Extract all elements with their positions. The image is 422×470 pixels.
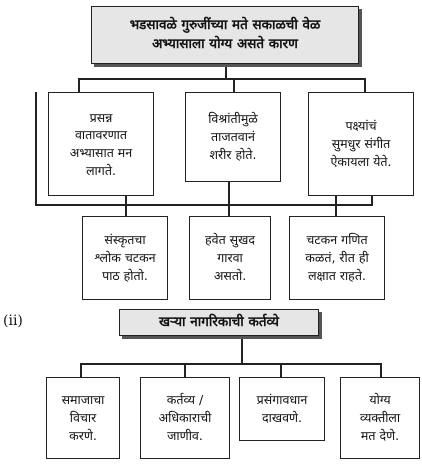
connector-line <box>35 204 373 206</box>
connector-line <box>80 363 82 377</box>
sub-question-marker: (ii) <box>3 313 23 329</box>
connector-line <box>335 196 337 216</box>
bottom-item-box <box>189 216 271 300</box>
diagram2-title <box>119 309 319 336</box>
connector-line <box>80 363 382 365</box>
duty-item-box <box>46 377 120 459</box>
bottom-item-text: हवेत सुखद गारवा असतो. <box>205 232 255 283</box>
connector-line <box>78 78 80 92</box>
connector-line <box>184 363 186 377</box>
duty-item-text: योग्य व्यक्तीला मत देणे. <box>359 392 401 443</box>
connector-line <box>35 92 37 206</box>
duty-item-box <box>140 377 230 459</box>
bottom-item-text: चटकन गणित कळतं, रीत ही लक्षात राहते. <box>305 232 369 283</box>
bottom-item-box <box>82 216 168 300</box>
connector-line <box>364 78 366 92</box>
bottom-item-box <box>289 216 385 300</box>
top-item-box <box>48 92 154 196</box>
connector-line <box>380 363 382 377</box>
top-item-box <box>308 92 414 196</box>
top-item-text: प्रसन्न वातावरणात अभ्यासात मन लागते. <box>69 109 133 178</box>
connector-line <box>241 336 243 365</box>
connector-line <box>78 78 366 80</box>
bottom-item-text: संस्कृतचा श्लोक चटकन पाठ होतो. <box>94 232 156 283</box>
connector-line <box>125 196 127 216</box>
connector-line <box>280 363 282 377</box>
duty-item-box <box>239 377 325 441</box>
duty-item-text: कर्तव्य / अधिकाराची जाणीव. <box>158 392 212 443</box>
top-item-text: विश्रांतीमुळे ताजतवानं शरीर होते. <box>208 111 258 162</box>
diagram1-title-text: भडसावळे गुरुजींच्या मते सकाळची वेळ अभ्यासाला योग्य असते कारण <box>129 16 321 52</box>
connector-line <box>233 78 235 92</box>
connector-line <box>228 182 230 216</box>
duty-item-text: प्रसंगावधान दाखवणे. <box>256 392 308 425</box>
duty-item-box <box>340 377 420 459</box>
diagram2-title-text: खऱ्या नागरिकाची कर्तव्ये <box>159 313 279 330</box>
diagram1-title <box>91 6 359 64</box>
duty-item-text: समाजाचा विचार करणे. <box>61 392 105 443</box>
top-item-text: पक्ष्यांचं सुमधुर संगीत ऐकायला येते. <box>330 118 392 169</box>
top-item-box <box>185 92 281 182</box>
